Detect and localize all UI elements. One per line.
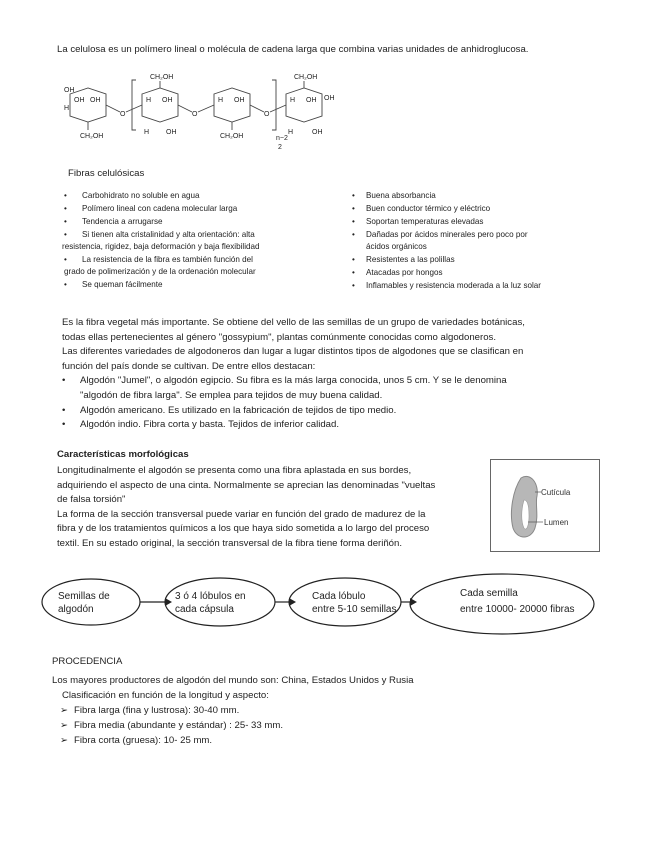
fiber-cross-section-icon [491, 460, 599, 551]
arrow-bullet-icon: ➢ [60, 735, 69, 746]
formula-o: O [120, 111, 126, 118]
paragraph-line: fibra y de los tratamientos químicos a los que haya sido sometida a lo largo del proceso [57, 523, 430, 535]
formula-oh: OH [234, 97, 245, 104]
flow-label: entre 5-10 semillas [312, 604, 397, 615]
bullet-icon: • [352, 230, 355, 240]
list-item: • Algodón indio. Fibra corta y basta. Tejidos de inferior calidad. [62, 418, 652, 433]
list-item: • Buen conductor térmico y eléctrico [352, 204, 491, 214]
flow-label: Cada lóbulo [312, 591, 366, 602]
bullet-icon: • [64, 217, 67, 227]
bullet-icon: • [62, 419, 66, 431]
flow-label: 3 ó 4 lóbulos en [175, 591, 246, 602]
paragraph-line: textil. En su estado original, la sección transversal de la fibra tiene forma deriñón. [57, 537, 403, 549]
list-item: • Si tienen alta cristalinidad y alta orientación: alta [64, 230, 255, 240]
formula-oh: OH [64, 87, 75, 94]
formula-h: H [218, 97, 224, 104]
arrow-bullet-icon: ➢ [60, 720, 69, 731]
list-item: ➢ Fibra media (abundante y estándar) : 25- 33 mm. [60, 720, 284, 731]
bullet-icon: • [62, 375, 66, 387]
list-item: • Polímero lineal con cadena molecular larga [64, 204, 238, 214]
list-item-continuation: ácidos orgánicos [366, 241, 427, 251]
list-item-continuation: resistencia, rigidez, baja deformación y baja flexibilidad [62, 241, 260, 251]
list-item: • Soportan temperaturas elevadas [352, 217, 484, 227]
bullet-icon: • [64, 254, 67, 264]
paragraph-line: Las diferentes variedades de algodoneros dan lugar a lugar distintos tipos de algodones que se clasifican en [62, 346, 524, 358]
formula-oh: OH [306, 97, 317, 104]
formula-n-subscript: n−2 [276, 135, 288, 142]
bullet-icon: • [64, 191, 67, 200]
formula-two: 2 [278, 144, 282, 151]
arrow-bullet-icon: ➢ [60, 705, 69, 716]
list-item-continuation: "algodón de fibra larga". Se emplea para tejidos de muy buena calidad. [80, 389, 383, 401]
paragraph-line: Clasificación en función de la longitud y aspecto: [62, 690, 269, 701]
procedencia-title: PROCEDENCIA [52, 656, 123, 667]
formula-ch2oh: CH₂OH [294, 74, 318, 81]
cellulose-structure-diagram [58, 72, 358, 152]
flow-label: Cada semilla [460, 588, 518, 599]
formula-h: H [288, 129, 294, 136]
list-item: • Resistentes a las polillas [352, 254, 455, 264]
formula-ch2oh: CH₂OH [220, 133, 244, 140]
morfo-title: Características morfológicas [57, 449, 189, 460]
formula-oh: OH [324, 95, 335, 102]
fibras-left-list [64, 190, 324, 290]
paragraph-line: todas ellas pertenecientes al género "gossypium", plantas comúnmente conocidas como algodoneros. [62, 331, 496, 343]
formula-ch2oh: CH₂OH [80, 133, 104, 140]
list-item: • Se queman fácilmente [64, 279, 163, 289]
formula-ch2oh: CH₂OH [150, 74, 174, 81]
arrowhead-icon [165, 598, 172, 606]
paragraph-line: Longitudinalmente el algodón se presenta como una fibra aplastada en sus bordes, [57, 465, 412, 476]
bullet-icon: • [352, 204, 355, 214]
formula-h: H [144, 129, 150, 136]
cuticula-label: Cutícula [541, 488, 571, 497]
flow-label: entre 10000- 20000 fibras [460, 604, 575, 615]
flow-node-lobulo [289, 578, 401, 626]
fiber-cross-section-figure [490, 459, 600, 552]
formula-oh: OH [166, 129, 177, 136]
list-item: • Algodón americano. Es utilizado en la fabricación de tejidos de tipo medio. [62, 404, 652, 419]
lumen-label: Lumen [544, 518, 569, 527]
list-item: • La resistencia de la fibra es también función del [64, 254, 253, 264]
paragraph-line: Los mayores productores de algodón del mundo son: China, Estados Unidos y Rusia [52, 675, 414, 686]
formula-o: O [192, 111, 198, 118]
bullet-icon: • [64, 230, 67, 240]
list-item: • Tendencia a arrugarse [64, 217, 163, 227]
formula-oh: OH [312, 129, 323, 136]
paragraph-line: de falsa torsión" [57, 494, 126, 506]
fibras-title: Fibras celulósicas [68, 168, 145, 179]
cotton-flow-diagram [40, 572, 640, 638]
bullet-icon: • [352, 217, 355, 227]
bullet-icon: • [64, 204, 67, 214]
procedencia-text [52, 673, 642, 748]
paragraph-line: función del país donde se cultivan. De entre ellos destacan: [62, 360, 316, 372]
list-item: • Buena absorbancia [352, 191, 436, 200]
flow-label: cada cápsula [175, 604, 234, 615]
list-item: • Inflamables y resistencia moderada a la luz solar [352, 281, 541, 291]
flow-label: Semillas de [58, 591, 110, 602]
formula-oh: OH [162, 97, 173, 104]
algodon-paragraph [62, 316, 652, 433]
fibras-right-list [352, 190, 592, 292]
list-item: ➢ Fibra larga (fina y lustrosa): 30-40 mm. [60, 705, 240, 716]
list-item: • Algodón "Jumel", o algodón egipcio. Su fibra es la más larga conocida, unos 5 cm. Y se le denomina [62, 374, 652, 389]
formula-oh: OH [74, 97, 85, 104]
flow-node-lobulos [165, 578, 275, 626]
paragraph-line: adquiriendo el aspecto de una cinta. Normalmente se aprecian las denominadas "vueltas [57, 479, 436, 491]
bullet-icon: • [64, 279, 67, 289]
morfo-paragraph [57, 464, 487, 552]
bullet-icon: • [352, 281, 355, 291]
bullet-icon: • [352, 254, 355, 264]
bullet-icon: • [62, 404, 66, 416]
bullet-icon: • [352, 191, 355, 200]
formula-h: H [146, 97, 152, 104]
list-item-continuation: grado de polimerización y de la ordenación molecular [64, 266, 256, 276]
arrowhead-icon [289, 598, 296, 606]
paragraph-line: La forma de la sección transversal puede variar en función del grado de madurez de la [57, 508, 426, 520]
formula-oh: OH [90, 97, 101, 104]
list-item: • Atacadas por hongos [352, 268, 443, 278]
formula-h: H [64, 105, 70, 112]
arrowhead-icon [410, 598, 417, 606]
list-item: ➢ Fibra corta (gruesa): 10- 25 mm. [60, 735, 213, 746]
flow-node-semillas [42, 579, 140, 625]
list-item: • Carbohidrato no soluble en agua [64, 191, 200, 200]
paragraph-line: Es la fibra vegetal más importante. Se obtiene del vello de las semillas de un grupo de variedades botánicas, [62, 317, 525, 328]
intro-text: La celulosa es un polímero lineal o molécula de cadena larga que combina varias unidades de anhidroglucosa. [57, 44, 529, 55]
list-item: • Dañadas por ácidos minerales pero poco por [352, 230, 528, 240]
formula-h: H [290, 97, 296, 104]
flow-label: algodón [58, 604, 94, 615]
bullet-icon: • [352, 268, 355, 278]
formula-o: O [264, 111, 270, 118]
